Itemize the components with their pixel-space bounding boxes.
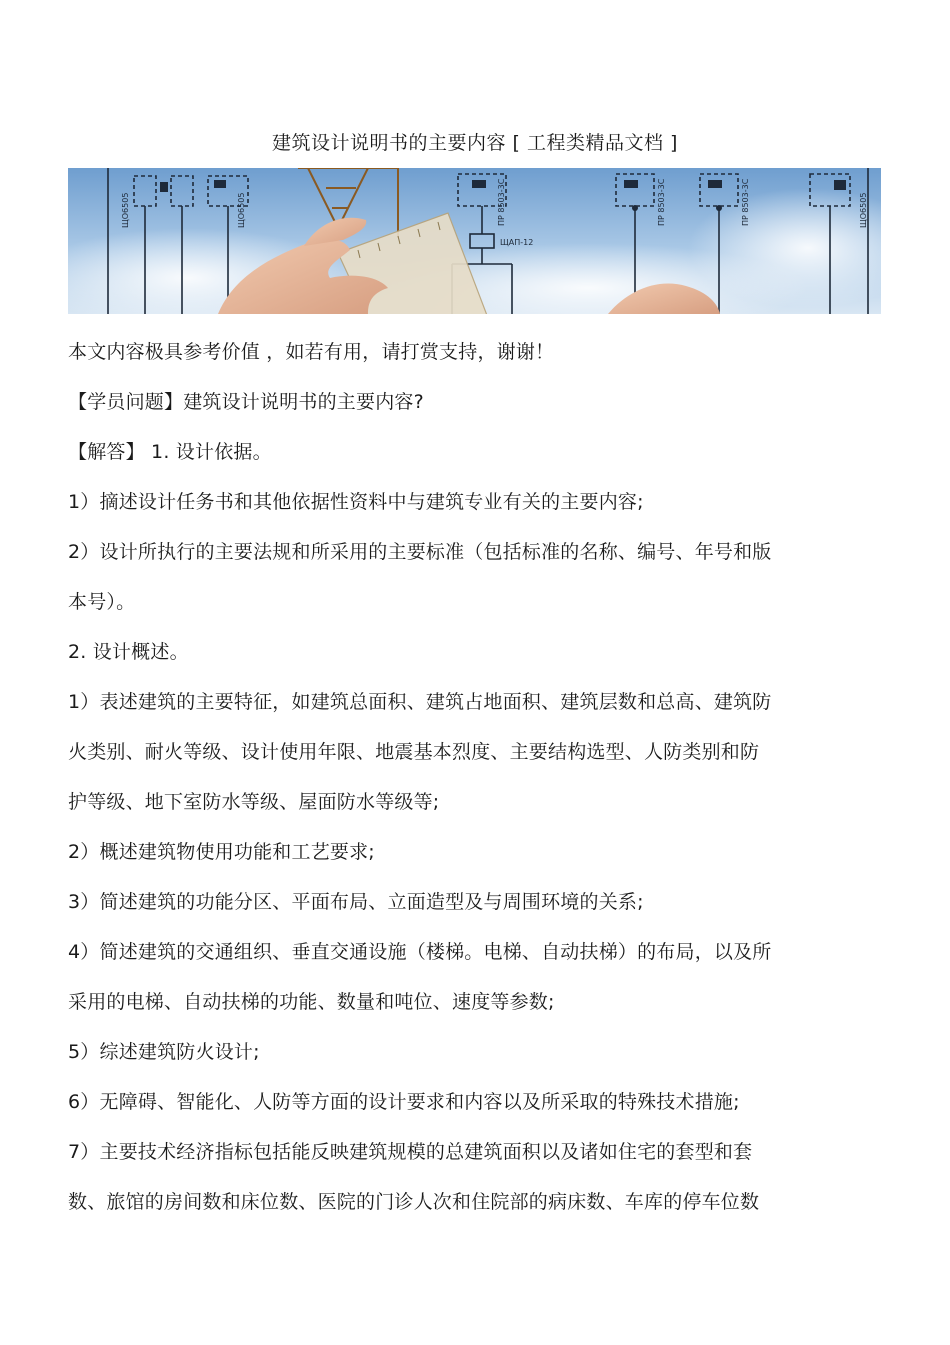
- banner-label-5: ПР 8503-3С: [657, 178, 666, 226]
- banner-label-6: ПР 8503-3С: [741, 178, 750, 226]
- text-line: 1）表述建筑的主要特征，如建筑总面积、建筑占地面积、建筑层数和总高、建筑防: [68, 691, 772, 713]
- text-line: 3）简述建筑的功能分区、平面布局、立面造型及与周围环境的关系;: [68, 891, 644, 913]
- text-line: 数、旅馆的房间数和床位数、医院的门诊人次和住院部的病床数、车库的停车位数: [68, 1191, 760, 1213]
- text-line: 2）概述建筑物使用功能和工艺要求;: [68, 841, 375, 863]
- text-line: 4）简述建筑的交通组织、垂直交通设施（楼梯。电梯、自动扶梯）的布局，以及所: [68, 941, 772, 963]
- text-line: 5）综述建筑防火设计;: [68, 1041, 260, 1063]
- banner-label-1: ЩО6505: [121, 192, 130, 228]
- banner-label-7: ЩО6505: [237, 192, 246, 228]
- document-body: [68, 327, 838, 1227]
- document-title: 建筑设计说明书的主要内容 [ 工程类精品文档 ]: [272, 132, 678, 154]
- text-line: 1）摘述设计任务书和其他依据性资料中与建筑专业有关的主要内容;: [68, 491, 644, 513]
- text-line: 采用的电梯、自动扶梯的功能、数量和吨位、速度等参数;: [68, 991, 555, 1013]
- text-line: 2）设计所执行的主要法规和所采用的主要标准（包括标准的名称、编号、年号和版: [68, 541, 772, 563]
- banner-label-2: ПР 8503-3С: [497, 178, 506, 226]
- text-line: 火类别、耐火等级、设计使用年限、地震基本烈度、主要结构选型、人防类别和防: [68, 741, 760, 763]
- banner-label-3: ЩАП-12: [500, 238, 534, 247]
- text-line: 本号）。: [68, 591, 136, 613]
- section-heading: 2. 设计概述。: [68, 641, 189, 663]
- text-line: 7）主要技术经济指标包括能反映建筑规模的总建筑面积以及诸如住宅的套型和套: [68, 1141, 753, 1163]
- banner-illustration: [68, 168, 881, 314]
- banner-label-4: ЩО6505: [859, 192, 868, 228]
- header-banner-image: [68, 168, 881, 314]
- intro-line: 本文内容极具参考价值 ，如若有用，请打赏支持，谢谢！: [68, 341, 555, 363]
- text-line: 护等级、地下室防水等级、屋面防水等级等;: [68, 791, 440, 813]
- text-line: 6）无障碍、智能化、人防等方面的设计要求和内容以及所采取的特殊技术措施;: [68, 1091, 740, 1113]
- question-line: 【学员问题】建筑设计说明书的主要内容?: [68, 391, 424, 413]
- answer-heading: 【解答】 1. 设计依据。: [68, 441, 272, 463]
